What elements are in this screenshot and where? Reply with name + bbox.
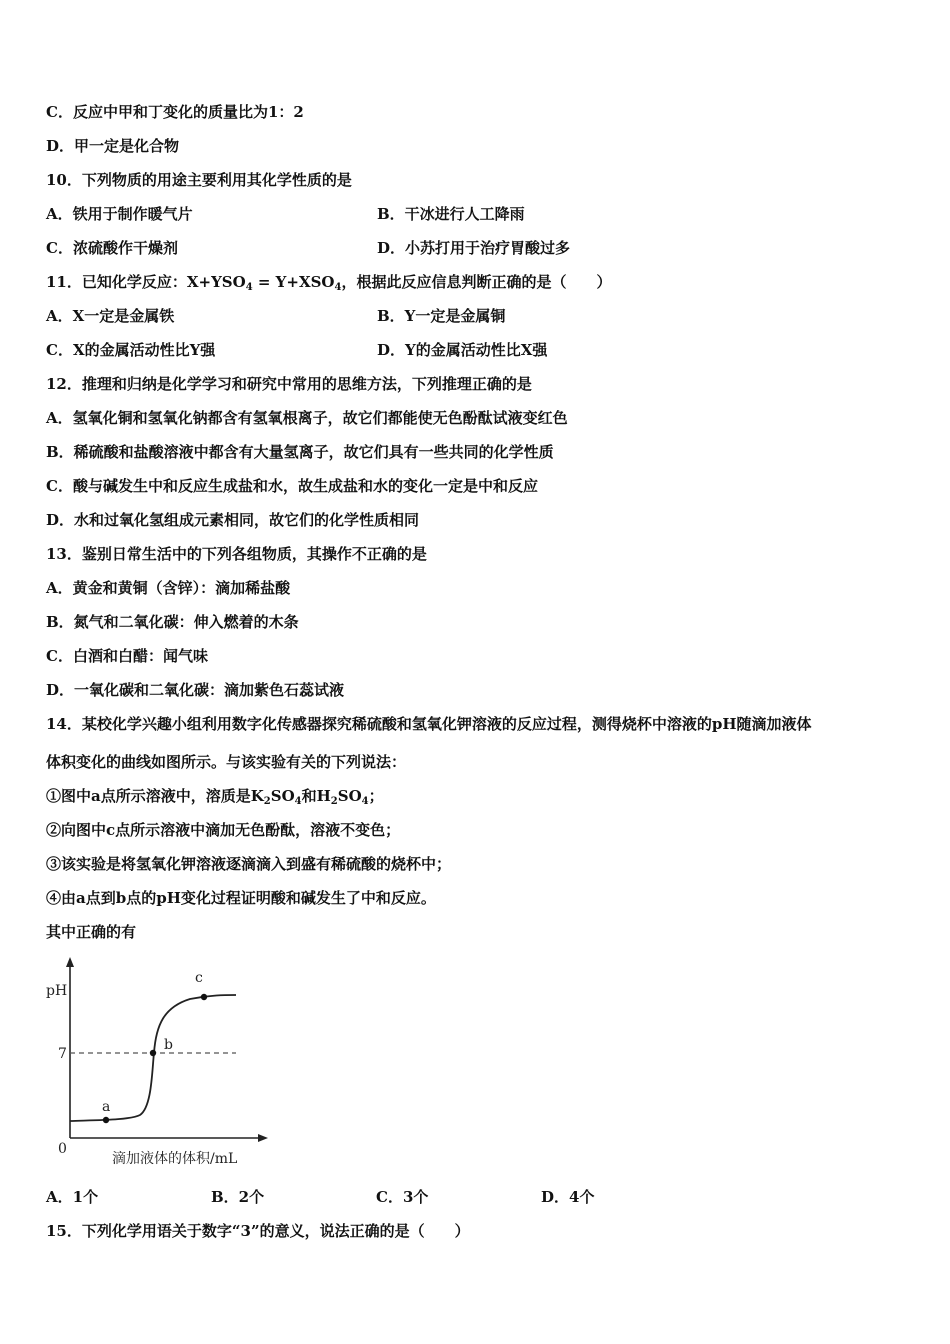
y-axis-label: pH <box>46 983 68 999</box>
q14-statement-3: ③该实验是将氢氧化钾溶液逐滴滴入到盛有稀硫酸的烧杯中； <box>46 855 452 873</box>
q10-stem: 10．下列物质的用途主要利用其化学性质的是 <box>46 171 352 189</box>
q11-stem: 11．已知化学反应：$X+YSO_4 = Y+XSO_4$，根据此反应信息判断正确的是（ ） <box>46 273 612 293</box>
point-c-label: c <box>195 970 203 986</box>
q15-stem: 15．下列化学用语关于数字“3”的意义，说法正确的是（ ） <box>46 1222 470 1240</box>
q12-option-b: B．稀硫酸和盐酸溶液中都含有大量氢离子，故它们具有一些共同的化学性质 <box>46 443 554 461</box>
q11-option-b: B．Y一定是金属铜 <box>377 307 506 325</box>
x-axis-label: 滴加液体的体积/mL <box>112 1151 238 1167</box>
q10-option-d: D．小苏打用于治疗胃酸过多 <box>377 239 571 257</box>
q14-option-c: C．3个 <box>376 1188 429 1206</box>
q14-statement-1: ①图中a点所示溶液中，溶质是$K_2SO_4$和$H_2SO_4$； <box>46 787 384 807</box>
origin-label: 0 <box>58 1141 67 1157</box>
q14-statement-4: ④由a点到b点的pH变化过程证明酸和碱发生了中和反应。 <box>46 889 436 907</box>
q12-option-a: A．氢氧化铜和氢氧化钠都含有氢氧根离子，故它们都能使无色酚酞试液变红色 <box>46 409 568 427</box>
q13-option-d: D．一氧化碳和二氧化碳：滴加紫色石蕊试液 <box>46 681 345 699</box>
q14-option-d: D．4个 <box>541 1188 595 1206</box>
q14-question-end: 其中正确的有 <box>46 923 137 941</box>
q11-option-d: D．Y的金属活动性比X强 <box>377 341 548 359</box>
q14-option-b: B．2个 <box>211 1188 265 1206</box>
q10-option-c: C．浓硫酸作干燥剂 <box>46 239 178 257</box>
q10-option-a: A．铁用于制作暖气片 <box>46 205 193 223</box>
q12-option-c: C．酸与碱发生中和反应生成盐和水，故生成盐和水的变化一定是中和反应 <box>46 477 538 495</box>
q13-option-b: B．氮气和二氧化碳：伸入燃着的木条 <box>46 613 299 631</box>
q13-stem: 13．鉴别日常生活中的下列各组物质，其操作不正确的是 <box>46 545 427 563</box>
y-axis-arrow <box>66 957 74 967</box>
point-a <box>103 1117 109 1123</box>
q14-stem-line1: 14．某校化学兴趣小组利用数字化传感器探究稀硫酸和氢氧化钾溶液的反应过程，测得烧杯中溶液的pH随滴加液体 <box>46 715 812 733</box>
point-b-label: b <box>164 1037 173 1053</box>
q12-stem: 12．推理和归纳是化学学习和研究中常用的思维方法，下列推理正确的是 <box>46 375 532 393</box>
point-c <box>201 994 207 1000</box>
ph-curve-graph <box>40 955 280 1170</box>
q10-option-b: B．干冰进行人工降雨 <box>377 205 525 223</box>
ph-curve <box>70 995 236 1121</box>
q14-stem-line2: 体积变化的曲线如图所示。与该实验有关的下列说法： <box>46 753 407 771</box>
q14-options <box>46 1187 666 1207</box>
q13-option-a: A．黄金和黄铜（含锌）：滴加稀盐酸 <box>46 579 291 597</box>
q9-option-d: D．甲一定是化合物 <box>46 137 180 155</box>
point-a-label: a <box>102 1099 111 1115</box>
x-axis-arrow <box>258 1134 268 1142</box>
q14-option-a: A．1个 <box>46 1188 99 1206</box>
point-b <box>150 1050 156 1056</box>
ph7-label: 7 <box>58 1046 67 1062</box>
q9-option-c: C．反应中甲和丁变化的质量比为1：2 <box>46 103 304 121</box>
q11-option-c: C．X的金属活动性比Y强 <box>46 341 216 359</box>
q11-option-a: A．X一定是金属铁 <box>46 307 175 325</box>
q13-option-c: C．白酒和白醋：闻气味 <box>46 647 208 665</box>
q14-statement-2: ②向图中c点所示溶液中滴加无色酚酞，溶液不变色； <box>46 821 401 839</box>
q12-option-d: D．水和过氧化氢组成元素相同，故它们的化学性质相同 <box>46 511 420 529</box>
